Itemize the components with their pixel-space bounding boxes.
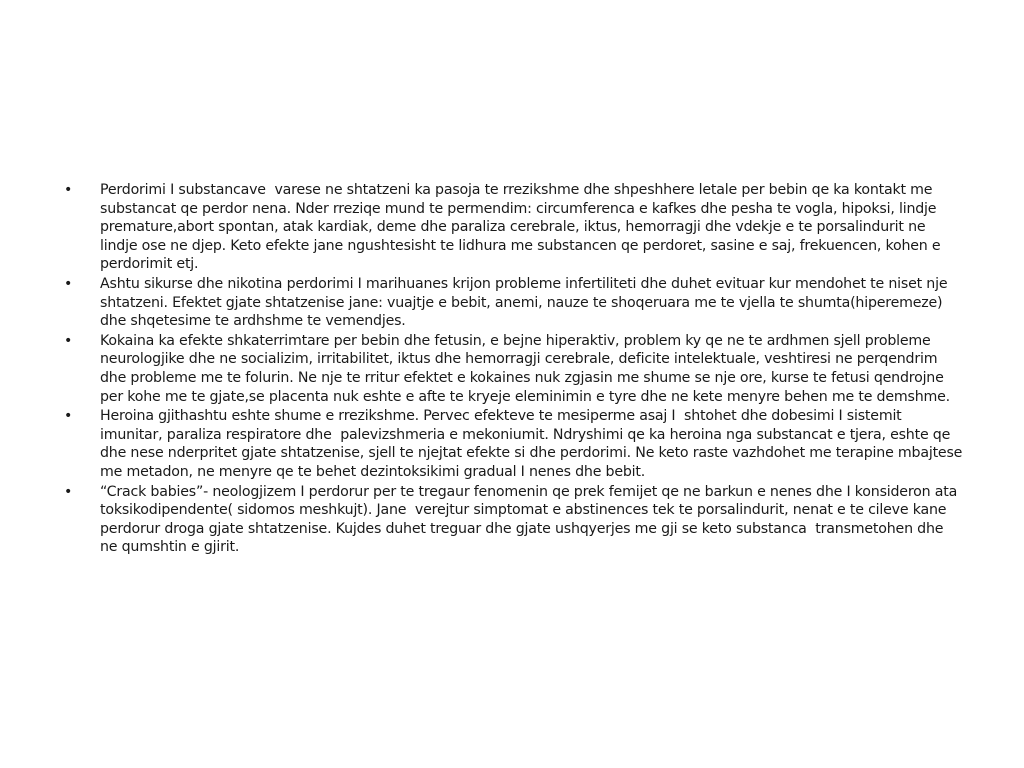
bullet-text: Heroina gjithashtu eshte shume e rrezikshme. Pervec efekteve te mesiperme asaj I shtohet dhe dobesimi I sistemit imunitar, paraliza respiratore dhe palevizshmeria e mekoniumit. Ndryshimi qe ka heroina nga substancat e tjera, eshte qe dhe nese nderpritet gjate shtatzenise, sjell te njejtat efekte si dhe perdorimi. Ne keto raste vazhdohet me terapine mbajtese me metadon, ne menyre qe te behet dezintoksikimi gradual I nenes dhe bebit. — [100, 408, 967, 480]
bullet-text: Ashtu sikurse dhe nikotina perdorimi I marihuanes krijon probleme infertiliteti dhe duhet evituar kur mendohet te niset nje shtatzeni. Efektet gjate shtatzenise jane: vuajtje e bebit, anemi, nauze te shoqeruara me te vjella te shumta(hiperemeze) dhe shqetesime te ardhshme te vemendjes. — [100, 275, 952, 330]
list-item — [64, 275, 964, 331]
list-item — [64, 181, 964, 274]
bullet-text: “Crack babies”- neologjizem I perdorur per te tregaur fenomenin qe prek femijet qe ne barkun e nenes dhe I konsideron ata toksikodipendente( sidomos meshkujt). Jane verejtur simptomat e abstinences tek te porsalindurit, nenat e te cileve kane perdorur droga gjate shtatzenise. Kujdes duhet treguar dhe gjate ushqyerjes me gji se keto substanca transmetohen dhe ne qumshtin e gjirit. — [100, 483, 962, 556]
bullet-icon: • — [64, 182, 73, 198]
slide-body — [64, 181, 967, 558]
bullet-list — [64, 181, 967, 557]
list-item — [64, 483, 964, 557]
list-item — [64, 407, 967, 481]
bullet-text: Perdorimi I substancave varese ne shtatzeni ka pasoja te rrezikshme dhe shpeshhere letale per bebin qe ka kontakt me substancat qe perdor nena. Nder rreziqe mund te permendim: circumferenca e kafkes dhe pesha te vogla, hipoksi, lindje premature,abort spontan, atak kardiak, deme dhe paraliza cerebrale, iktus, hemorragji dhe vdekje e te porsalindurit ne lindje ose ne djep. Keto efekte jane ngushtesisht te lidhura me substancen qe perdoret, sasine e saj, frekuencen, kohen e perdorimit etj. — [100, 182, 945, 273]
list-item — [64, 332, 964, 406]
bullet-icon: • — [64, 483, 73, 500]
bullet-icon: • — [64, 275, 73, 292]
bullet-text: Kokaina ka efekte shkaterrimtare per bebin dhe fetusin, e bejne hiperaktiv, problem ky qe ne te ardhmen sjell probleme neurologjike dhe ne socializim, irritabilitet, iktus dhe hemorragji cerebrale, deficite intelektuale, veshtiresi ne perqendrim dhe probleme me te folurin. Ne nje te rritur efektet e kokaines nuk zgjasin me shume se nje ore, kurse te fetusi qendrojne per kohe me te gjate,se placenta nuk eshte e afte te kryeje eleminimin e tyre dhe ne kete menyre behen me te demshme. — [100, 332, 950, 405]
bullet-icon: • — [64, 332, 73, 349]
bullet-icon: • — [64, 408, 73, 425]
